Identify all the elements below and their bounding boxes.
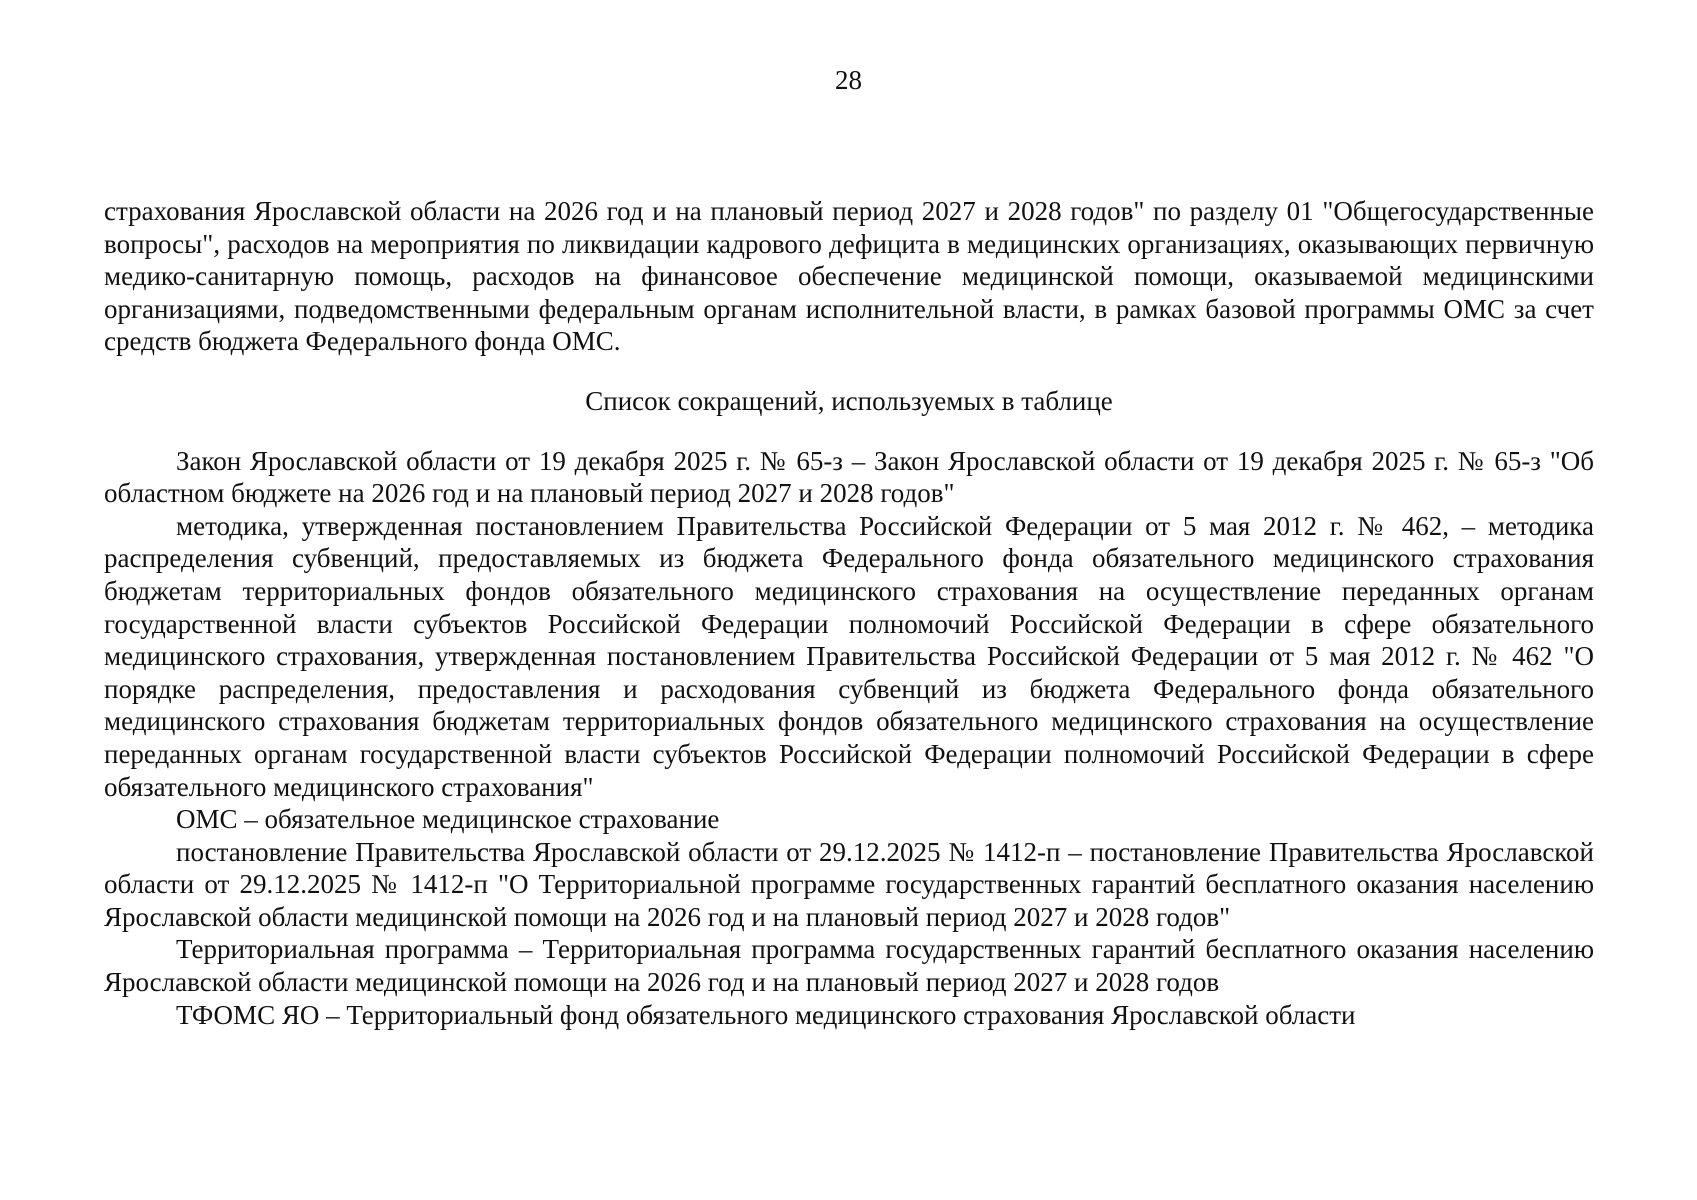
abbreviation-territorial-program: Территориальная программа – Территориальная программа государственных гарантий бесплатного оказания населению Ярославской области медицинской помощи на 2026 год и на плановый период 2027 и 2028 годов — [104, 934, 1594, 998]
abbreviation-tfoms-yao: ТФОМС ЯО – Территориальный фонд обязательного медицинского страхования Ярославской области — [176, 999, 1356, 1030]
page-number: 28 — [835, 65, 862, 95]
document-body — [104, 195, 1594, 1031]
abbreviation-methodology-462: методика, утвержденная постановлением Правительства Российской Федерации от 5 мая 2012 г. № 462, – методика распределения субвенций, предоставляемых из бюджета Федерального фонда обязательного медицинского страхования бюджетам территориальных фондов обязательного медицинского страхования на осуществление переданных органам государственной власти субъектов Российской Федерации полномочий Российской Федерации в сфере обязательного медицинского страхования, утвержденная постановлением Правительства Российской Федерации от 5 мая 2012 г. № 462 "О порядке распределения, предоставления и расходования субвенций из бюджета Федерального фонда обязательного медицинского страхования бюджетам территориальных фондов обязательного медицинского страхования на осуществление переданных органам государственной власти субъектов Российской Федерации полномочий Российской Федерации в сфере обязательного медицинского страхования" — [104, 510, 1594, 802]
abbreviation-resolution-1412p: постановление Правительства Ярославской области от 29.12.2025 № 1412-п – постановление Правительства Ярославской области от 29.12.2025 № 1412-п "О Территориальной программе государственных гарантий бесплатного оказания населению Ярославской области медицинской помощи на 2026 год и на плановый период 2027 и 2028 годов" — [104, 836, 1594, 932]
abbreviation-law-65z: Закон Ярославской области от 19 декабря 2025 г. № 65-з – Закон Ярославской области от 19 декабря 2025 г. № 65-з "Об областном бюджете на 2026 год и на плановый период 2027 и 2028 годов" — [104, 445, 1594, 509]
intro-paragraph: страхования Ярославской области на 2026 год и на плановый период 2027 и 2028 годов" по разделу 01 "Общегосударственные вопросы", расходов на мероприятия по ликвидации кадрового дефицита в медицинских организациях, оказывающих первичную медико-санитарную помощь, расходов на финансовое обеспечение медицинской помощи, оказываемой медицинскими организациями, подведомственными федеральным органам исполнительной власти, в рамках базовой программы ОМС за счет средств бюджета Федерального фонда ОМС. — [104, 196, 1594, 357]
section-title: Список сокращений, используемых в таблице — [585, 385, 1113, 416]
abbreviation-oms: ОМС – обязательное медицинское страхование — [176, 804, 720, 835]
